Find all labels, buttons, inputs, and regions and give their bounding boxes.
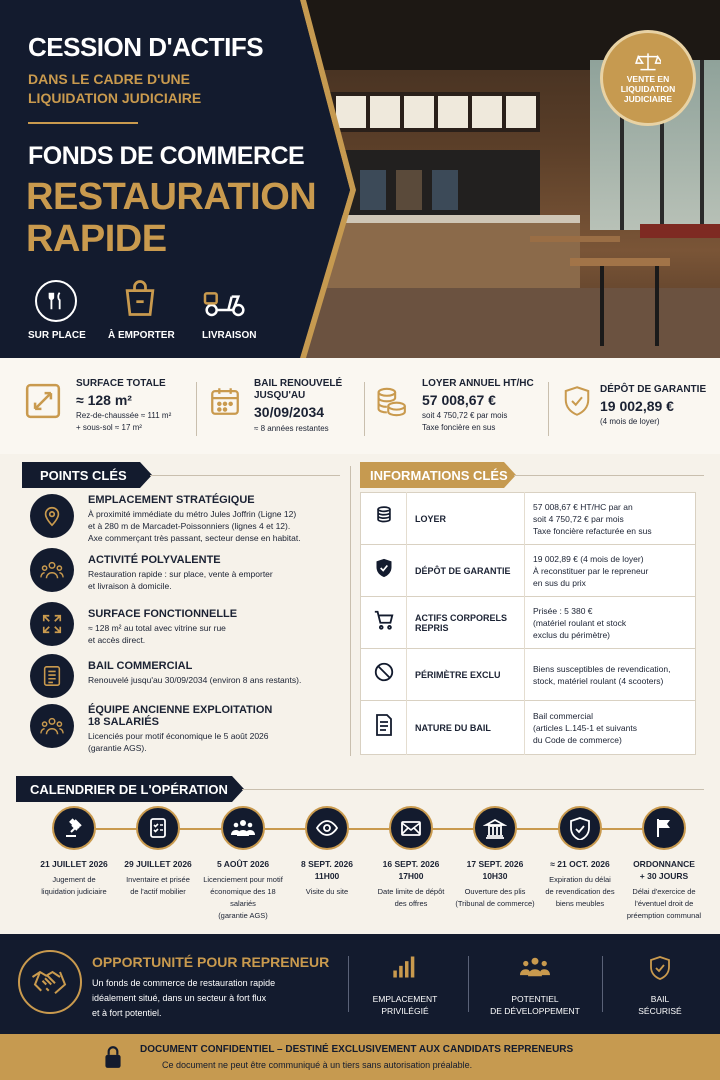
info-label: PÉRIMÈTRE EXCLU <box>407 649 525 701</box>
info-label: DÉPÔT DE GARANTIE <box>407 545 525 597</box>
eye-icon <box>305 806 349 850</box>
infos-heading: INFORMATIONS CLÉS <box>370 468 508 483</box>
calendar-icon <box>208 384 242 423</box>
table-row <box>361 597 696 649</box>
stat-surface: SURFACE TOTALE ≈ 128 m² Rez-de-chaussée ≈ 111 m² + sous-sol ≈ 17 m² <box>76 378 172 432</box>
step-date: 29 JUILLET 2026 <box>124 859 192 869</box>
shield-check-icon <box>558 806 602 850</box>
resize-arrows-icon <box>24 382 62 425</box>
stat-depot: DÉPÔT DE GARANTIE 19 002,89 € (4 mois de loyer) <box>600 384 707 426</box>
feature-bail: BAIL SÉCURISÉ <box>610 954 710 1017</box>
hero-subtitle: DANS LE CADRE D'UNE LIQUIDATION JUDICIAIRE <box>28 71 202 106</box>
lock-icon <box>102 1044 124 1075</box>
step-date: 21 JUILLET 2026 <box>40 859 108 869</box>
step-desc: de revendication des <box>545 887 615 896</box>
infos-table <box>360 492 696 755</box>
step-desc: Délai d'exercice de <box>632 887 696 896</box>
list-item: SURFACE FONCTIONNELLE ≈ 128 m² au total avec vitrine sur rue et accès direct. <box>88 608 238 645</box>
scooter-icon <box>200 278 252 324</box>
list-item: ÉQUIPE ANCIENNE EXPLOITATION 18 SALARIÉS Licenciés pour motif économique le 5 août 2026 (garantie AGS). <box>88 704 273 753</box>
team-icon <box>221 806 265 850</box>
fonds-title: FONDS DE COMMERCE <box>28 142 305 170</box>
bar-chart-icon <box>391 954 419 980</box>
courthouse-icon <box>473 806 517 850</box>
list-item: EMPLACEMENT STRATÉGIQUE À proximité immédiate du métro Jules Joffrin (Ligne 12) et à 280 m de Marcadet-Poissonniers (lignes 4 et 12). Axe commerçant très passant, secteur dense en habitat. <box>88 494 301 543</box>
timeline-step <box>199 858 287 922</box>
table-row <box>361 649 696 701</box>
prohibited-icon <box>361 649 407 701</box>
step-date: 5 AOÛT 2026 <box>216 859 270 869</box>
cart-icon <box>361 597 407 649</box>
envelope-icon <box>389 806 433 850</box>
fork-knife-icon <box>35 280 77 322</box>
step-time: 11H00 <box>314 871 340 881</box>
checklist-icon <box>136 806 180 850</box>
footer-line1: DOCUMENT CONFIDENTIEL – DESTINÉ EXCLUSIVEMENT AUX CANDIDATS REPRENEURS <box>140 1044 574 1055</box>
opportunity-title: OPPORTUNITÉ POUR REPRENEUR <box>92 954 330 970</box>
coins-icon <box>361 493 407 545</box>
step-desc: des offres <box>394 899 428 908</box>
table-row <box>361 701 696 755</box>
points-heading: POINTS CLÉS <box>40 468 127 483</box>
feature-potentiel: POTENTIEL DE DÉVELOPPEMENT <box>470 954 600 1017</box>
step-desc: Visite du site <box>305 887 349 896</box>
expand-icon <box>30 602 74 646</box>
mode-label: LIVRAISON <box>202 330 257 341</box>
shield-check-icon <box>648 954 672 982</box>
step-desc: Date limite de dépôt <box>377 887 445 896</box>
table-row <box>361 545 696 597</box>
step-desc: préemption communal <box>626 911 702 920</box>
step-date: 8 SEPT. 2026 <box>301 859 353 869</box>
step-desc: liquidation judiciaire <box>41 887 107 896</box>
flag-icon <box>642 806 686 850</box>
step-desc: biens meubles <box>555 899 605 908</box>
step-desc: économique des 18 salariés <box>210 887 276 908</box>
step-time: 10H30 <box>482 871 508 881</box>
timeline-step <box>536 858 624 910</box>
step-desc: Expiration du délai <box>549 875 611 884</box>
step-date: 16 SEPT. 2026 <box>382 859 440 869</box>
mode-label: SUR PLACE <box>28 330 86 341</box>
info-value: Biens susceptibles de revendication, stock, matériel roulant (4 scooters) <box>533 663 671 686</box>
timeline-step <box>367 858 455 910</box>
timeline-step <box>30 858 118 898</box>
hero-banner <box>0 0 720 358</box>
footer-line2: Ce document ne peut être communiqué à un tiers sans autorisation préalable. <box>162 1060 473 1070</box>
timeline-step <box>114 858 202 898</box>
liquidation-badge: VENTE EN LIQUIDATION JUDICIAIRE <box>600 30 696 126</box>
step-desc: Inventaire et prisée <box>126 875 190 884</box>
coins-icon <box>374 384 408 425</box>
footer <box>0 1034 720 1080</box>
stat-bail: BAIL RENOUVELÉ JUSQU'AU 30/09/2034 ≈ 8 années restantes <box>254 378 343 433</box>
list-item: BAIL COMMERCIAL Renouvelé jusqu'au 30/09/2034 (environ 8 ans restants). <box>88 660 302 685</box>
people-icon <box>520 954 550 980</box>
info-label: LOYER <box>407 493 525 545</box>
team-icon <box>30 704 74 748</box>
shield-check-icon <box>562 384 592 423</box>
mode-label: À EMPORTER <box>108 330 175 341</box>
handshake-icon <box>18 950 82 1014</box>
activity-type: RESTAURATION RAPIDE <box>26 176 317 260</box>
hero-title: CESSION D'ACTIFS <box>28 32 264 62</box>
step-time: 17H00 <box>398 871 424 881</box>
step-desc: de l'actif mobilier <box>130 887 186 896</box>
info-value: 19 002,89 € (4 mois de loyer) À reconstituer par le repreneur en sus du prix <box>533 553 649 588</box>
info-value: 57 008,67 € HT/HC par an soit 4 750,72 € par mois Taxe foncière refacturée en sus <box>533 501 652 536</box>
timeline-step <box>620 858 708 922</box>
step-desc: l'éventuel droit de <box>634 899 694 908</box>
list-item: ACTIVITÉ POLYVALENTE Restauration rapide : sur place, vente à emporter et livraison à domicile. <box>88 554 273 591</box>
location-pin-icon <box>30 494 74 538</box>
info-label: ACTIFS CORPORELS REPRIS <box>407 597 525 649</box>
step-desc: Ouverture des plis <box>464 887 526 896</box>
mode-sur-place <box>32 280 80 322</box>
timeline-step <box>283 858 371 898</box>
info-label: NATURE DU BAIL <box>407 701 525 755</box>
opportunity-text: Un fonds de commerce de restauration rapide idéalement situé, dans un secteur à fort flux et à fort potentiel. <box>92 978 276 1018</box>
step-desc: (Tribunal de commerce) <box>455 899 535 908</box>
info-value: Prisée : 5 380 € (matériel roulant et stock exclus du périmètre) <box>533 605 627 640</box>
step-desc: Licenciement pour motif <box>203 875 283 884</box>
feature-emplacement: EMPLACEMENT PRIVILÉGIÉ <box>350 954 460 1017</box>
step-date: ORDONNANCE <box>633 859 695 869</box>
scales-icon <box>635 52 661 72</box>
step-time: + 30 JOURS <box>639 871 689 881</box>
people-icon <box>30 548 74 592</box>
info-value: Bail commercial (articles L.145-1 et suivants du Code de commerce) <box>533 710 637 745</box>
step-desc: Jugement de <box>52 875 96 884</box>
calendar-heading: CALENDRIER DE L'OPÉRATION <box>30 782 228 797</box>
document-icon <box>30 654 74 698</box>
timeline-step <box>451 858 539 910</box>
divider <box>28 122 138 124</box>
step-date: ≈ 21 OCT. 2026 <box>550 859 610 869</box>
step-date: 17 SEPT. 2026 <box>466 859 524 869</box>
gavel-icon <box>52 806 96 850</box>
shield-check-icon <box>361 545 407 597</box>
opportunity-panel <box>0 934 720 1034</box>
step-desc: (garantie AGS) <box>218 911 268 920</box>
contract-icon <box>361 701 407 755</box>
stat-loyer: LOYER ANNUEL HT/HC 57 008,67 € soit 4 750,72 € par mois Taxe foncière en sus <box>422 378 534 432</box>
stats-strip <box>0 358 720 454</box>
takeaway-bag-icon <box>118 276 166 324</box>
table-row <box>361 493 696 545</box>
